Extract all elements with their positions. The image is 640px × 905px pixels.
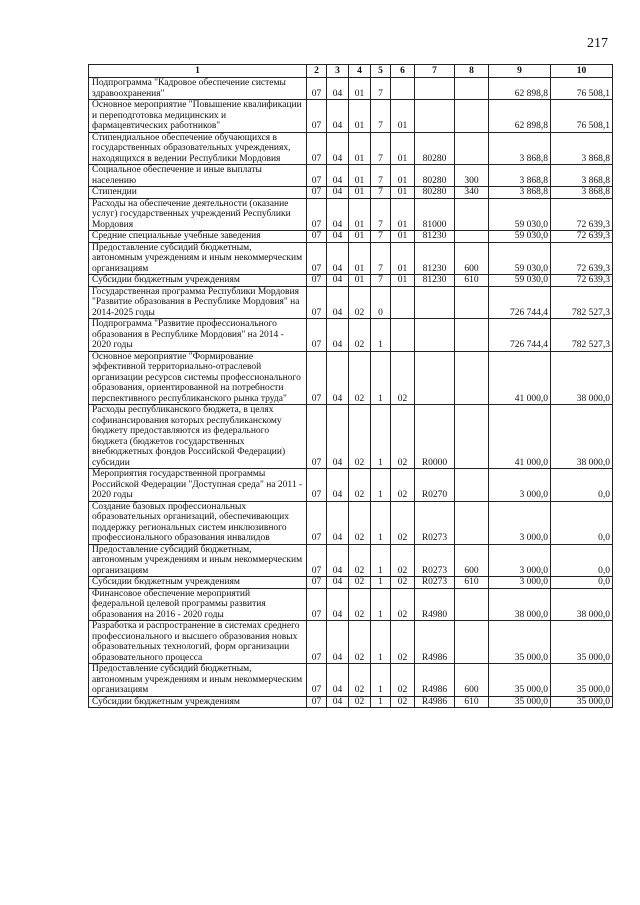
cell-col6: 02: [391, 351, 415, 405]
column-header: 9: [489, 65, 551, 78]
cell-amount-2019: 3 000,0: [489, 501, 551, 544]
cell-col3: 04: [327, 319, 349, 352]
cell-col5: 1: [371, 319, 391, 352]
cell-col6: 01: [391, 165, 415, 187]
row-name-cell: Основное мероприятие "Повышение квалификации и переподготовка медицинских и фармацевтических работников": [89, 100, 307, 133]
cell-amount-2020: 35 000,0: [551, 621, 613, 664]
cell-col3: 04: [327, 544, 349, 577]
cell-col4: 01: [349, 242, 371, 275]
cell-col2: 07: [307, 405, 327, 469]
cell-col6: 02: [391, 664, 415, 697]
cell-col5: 7: [371, 242, 391, 275]
cell-col5: 1: [371, 405, 391, 469]
cell-amount-2020: 38 000,0: [551, 405, 613, 469]
cell-col5: 1: [371, 501, 391, 544]
cell-amount-2020: 35 000,0: [551, 664, 613, 697]
cell-col7: R0270: [415, 469, 455, 502]
cell-col7: 81230: [415, 242, 455, 275]
cell-col4: 02: [349, 664, 371, 697]
cell-col3: 04: [327, 275, 349, 287]
cell-col3: 04: [327, 187, 349, 199]
column-header: 4: [349, 65, 371, 78]
cell-col7: R0273: [415, 544, 455, 577]
cell-col4: 02: [349, 469, 371, 502]
cell-col5: 1: [371, 696, 391, 708]
cell-col7: 81230: [415, 231, 455, 243]
table-row: [89, 588, 613, 621]
cell-amount-2019: 62 898,8: [489, 100, 551, 133]
cell-col3: 04: [327, 664, 349, 697]
cell-col4: 02: [349, 696, 371, 708]
cell-amount-2019: 41 000,0: [489, 405, 551, 469]
cell-col3: 04: [327, 165, 349, 187]
row-name-cell: Создание базовых профессиональных образовательных организаций, обеспечивающих поддержку региональных систем инклюзивного профессионального образования инвалидов: [89, 501, 307, 544]
cell-col6: 02: [391, 544, 415, 577]
cell-col5: 1: [371, 469, 391, 502]
cell-col4: 01: [349, 100, 371, 133]
row-name-cell: Расходы на обеспечение деятельности (оказание услуг) государственных учреждений Республики Мордовия: [89, 198, 307, 231]
table-row: [89, 198, 613, 231]
cell-col2: 07: [307, 242, 327, 275]
cell-col3: 04: [327, 351, 349, 405]
cell-col8: [455, 351, 489, 405]
cell-col2: 07: [307, 544, 327, 577]
cell-col2: 07: [307, 696, 327, 708]
cell-amount-2020: 3 868,8: [551, 187, 613, 199]
cell-amount-2019: 726 744,4: [489, 319, 551, 352]
cell-col3: 04: [327, 198, 349, 231]
table-row: [89, 501, 613, 544]
cell-amount-2020: 38 000,0: [551, 351, 613, 405]
cell-col6: [391, 78, 415, 100]
cell-col6: [391, 319, 415, 352]
cell-amount-2020: 782 527,3: [551, 286, 613, 319]
cell-col6: 01: [391, 187, 415, 199]
cell-col8: [455, 621, 489, 664]
cell-col7: [415, 319, 455, 352]
cell-col2: 07: [307, 664, 327, 697]
cell-col2: 07: [307, 577, 327, 589]
cell-col7: 81230: [415, 275, 455, 287]
budget-table: [88, 64, 613, 708]
cell-col8: [455, 405, 489, 469]
cell-col2: 07: [307, 275, 327, 287]
cell-col5: 1: [371, 544, 391, 577]
cell-col4: 02: [349, 286, 371, 319]
cell-col5: 1: [371, 621, 391, 664]
cell-amount-2019: 35 000,0: [489, 696, 551, 708]
row-name-cell: Предоставление субсидий бюджетным, автономным учреждениям и иным некоммерческим организациям: [89, 664, 307, 697]
cell-col7: R0000: [415, 405, 455, 469]
cell-col5: 1: [371, 577, 391, 589]
cell-col5: 7: [371, 78, 391, 100]
cell-col2: 07: [307, 501, 327, 544]
cell-amount-2019: 35 000,0: [489, 621, 551, 664]
row-name-cell: Стипендии: [89, 187, 307, 199]
row-name-cell: Подпрограмма "Развитие профессионального образования в Республике Мордовия" на 2014 - 2020 годы: [89, 319, 307, 352]
cell-amount-2020: 72 639,3: [551, 231, 613, 243]
cell-col2: 07: [307, 78, 327, 100]
column-header: 10: [551, 65, 613, 78]
cell-amount-2019: 3 000,0: [489, 544, 551, 577]
row-name-cell: Средние специальные учебные заведения: [89, 231, 307, 243]
row-name-cell: Основное мероприятие "Формирование эффективной территориально-отраслевой организации ресурсов системы профессионального образования, ориентированной на потребности перспективного республиканского рынка труда": [89, 351, 307, 405]
cell-col6: 02: [391, 469, 415, 502]
cell-col4: 02: [349, 588, 371, 621]
column-header: 8: [455, 65, 489, 78]
cell-col4: 02: [349, 405, 371, 469]
cell-amount-2020: 3 868,8: [551, 132, 613, 165]
cell-amount-2019: 41 000,0: [489, 351, 551, 405]
cell-col6: 01: [391, 100, 415, 133]
row-name-cell: Социальное обеспечение и иные выплаты населению: [89, 165, 307, 187]
cell-col2: 07: [307, 100, 327, 133]
page-number: 217: [587, 36, 608, 51]
cell-col3: 04: [327, 231, 349, 243]
cell-col7: R4986: [415, 621, 455, 664]
cell-col6: 02: [391, 588, 415, 621]
cell-col5: 7: [371, 198, 391, 231]
cell-amount-2020: 76 508,1: [551, 78, 613, 100]
cell-col8: [455, 501, 489, 544]
cell-col7: R0273: [415, 501, 455, 544]
table-row: [89, 231, 613, 243]
cell-col4: 01: [349, 132, 371, 165]
cell-col5: 0: [371, 286, 391, 319]
table-row: [89, 78, 613, 100]
row-name-cell: Предоставление субсидий бюджетным, автономным учреждениям и иным некоммерческим организациям: [89, 242, 307, 275]
cell-col5: 1: [371, 664, 391, 697]
cell-amount-2019: 3 000,0: [489, 577, 551, 589]
cell-amount-2019: 38 000,0: [489, 588, 551, 621]
cell-col2: 07: [307, 165, 327, 187]
cell-col3: 04: [327, 696, 349, 708]
cell-col5: 7: [371, 231, 391, 243]
cell-amount-2019: 3 868,8: [489, 165, 551, 187]
table-row: [89, 469, 613, 502]
cell-col3: 04: [327, 132, 349, 165]
cell-col6: 01: [391, 231, 415, 243]
cell-col3: 04: [327, 100, 349, 133]
header-row: [89, 65, 613, 78]
column-header: 7: [415, 65, 455, 78]
cell-col7: R4980: [415, 588, 455, 621]
cell-amount-2020: 782 527,3: [551, 319, 613, 352]
cell-col6: [391, 286, 415, 319]
cell-amount-2019: 726 744,4: [489, 286, 551, 319]
cell-col8: 610: [455, 577, 489, 589]
cell-col4: 01: [349, 231, 371, 243]
cell-col4: 01: [349, 275, 371, 287]
cell-col8: [455, 100, 489, 133]
cell-col6: 02: [391, 621, 415, 664]
table-row: [89, 621, 613, 664]
cell-col8: 600: [455, 242, 489, 275]
table-row: [89, 405, 613, 469]
cell-amount-2020: 0,0: [551, 544, 613, 577]
table-row: [89, 100, 613, 133]
cell-col6: 01: [391, 198, 415, 231]
column-header: 2: [307, 65, 327, 78]
cell-col5: 1: [371, 588, 391, 621]
cell-col8: [455, 231, 489, 243]
column-header: 5: [371, 65, 391, 78]
cell-col8: 600: [455, 664, 489, 697]
cell-col8: 340: [455, 187, 489, 199]
cell-col5: 7: [371, 132, 391, 165]
cell-col4: 02: [349, 501, 371, 544]
row-name-cell: Разработка и распространение в системах среднего профессионального и высшего образования новых образовательных технологий, форм организации образовательного процесса: [89, 621, 307, 664]
cell-col3: 04: [327, 501, 349, 544]
cell-col8: [455, 198, 489, 231]
cell-amount-2020: 38 000,0: [551, 588, 613, 621]
cell-col7: 80280: [415, 165, 455, 187]
cell-col7: 80280: [415, 132, 455, 165]
cell-col8: [455, 78, 489, 100]
cell-amount-2020: 76 508,1: [551, 100, 613, 133]
cell-col8: 600: [455, 544, 489, 577]
cell-col2: 07: [307, 198, 327, 231]
cell-col8: [455, 286, 489, 319]
cell-col4: 02: [349, 351, 371, 405]
column-header: 6: [391, 65, 415, 78]
cell-col3: 04: [327, 242, 349, 275]
row-name-cell: Предоставление субсидий бюджетным, автономным учреждениям и иным некоммерческим организациям: [89, 544, 307, 577]
row-name-cell: Расходы республиканского бюджета, в целях софинансирования которых республиканскому бюджету предоставляются из федерального бюджета (бюджетов государственных внебюджетных фондов Российской Федерации) субсидии: [89, 405, 307, 469]
row-name-cell: Финансовое обеспечение мероприятий федеральной целевой программы развития образования на 2016 - 2020 годы: [89, 588, 307, 621]
cell-col2: 07: [307, 319, 327, 352]
cell-col6: 02: [391, 501, 415, 544]
cell-amount-2019: 62 898,8: [489, 78, 551, 100]
cell-amount-2020: 0,0: [551, 469, 613, 502]
cell-col7: R4986: [415, 664, 455, 697]
cell-col4: 01: [349, 198, 371, 231]
cell-col4: 02: [349, 544, 371, 577]
cell-col4: 01: [349, 78, 371, 100]
table-body: [89, 78, 613, 708]
cell-col4: 02: [349, 621, 371, 664]
cell-amount-2020: 35 000,0: [551, 696, 613, 708]
cell-col4: 02: [349, 319, 371, 352]
row-name-cell: Подпрограмма "Кадровое обеспечение системы здравоохранения": [89, 78, 307, 100]
table-row: [89, 696, 613, 708]
cell-col2: 07: [307, 588, 327, 621]
column-header: 1: [89, 65, 307, 78]
cell-col3: 04: [327, 286, 349, 319]
row-name-cell: Мероприятия государственной программы Российской Федерации "Доступная среда" на 2011 - 2020 годы: [89, 469, 307, 502]
cell-col3: 04: [327, 469, 349, 502]
cell-amount-2020: 0,0: [551, 501, 613, 544]
cell-col3: 04: [327, 621, 349, 664]
cell-col7: [415, 286, 455, 319]
cell-col2: 07: [307, 351, 327, 405]
cell-col5: 7: [371, 275, 391, 287]
cell-col7: R4986: [415, 696, 455, 708]
cell-amount-2019: 59 030,0: [489, 198, 551, 231]
table-row: [89, 242, 613, 275]
cell-col8: 610: [455, 696, 489, 708]
cell-col8: 300: [455, 165, 489, 187]
table-row: [89, 351, 613, 405]
table-row: [89, 132, 613, 165]
cell-amount-2020: 0,0: [551, 577, 613, 589]
cell-col7: R0273: [415, 577, 455, 589]
cell-col6: 02: [391, 405, 415, 469]
cell-col2: 07: [307, 469, 327, 502]
cell-amount-2020: 72 639,3: [551, 242, 613, 275]
cell-col5: 1: [371, 351, 391, 405]
table-header: [89, 65, 613, 78]
cell-col6: 01: [391, 242, 415, 275]
cell-col3: 04: [327, 405, 349, 469]
cell-col2: 07: [307, 187, 327, 199]
cell-col8: [455, 132, 489, 165]
column-header: 3: [327, 65, 349, 78]
table-row: [89, 577, 613, 589]
cell-amount-2019: 59 030,0: [489, 275, 551, 287]
cell-col8: [455, 319, 489, 352]
cell-col7: [415, 351, 455, 405]
cell-col7: [415, 100, 455, 133]
cell-amount-2019: 59 030,0: [489, 231, 551, 243]
row-name-cell: Субсидии бюджетным учреждениям: [89, 696, 307, 708]
cell-col6: 01: [391, 275, 415, 287]
cell-col8: 610: [455, 275, 489, 287]
cell-col7: 80280: [415, 187, 455, 199]
cell-col2: 07: [307, 132, 327, 165]
cell-col4: 02: [349, 577, 371, 589]
cell-col3: 04: [327, 78, 349, 100]
cell-col8: [455, 469, 489, 502]
cell-col5: 7: [371, 187, 391, 199]
cell-col8: [455, 588, 489, 621]
cell-col4: 01: [349, 165, 371, 187]
cell-col2: 07: [307, 286, 327, 319]
cell-amount-2019: 3 868,8: [489, 187, 551, 199]
cell-amount-2019: 59 030,0: [489, 242, 551, 275]
cell-col5: 7: [371, 165, 391, 187]
cell-col6: 02: [391, 577, 415, 589]
table-row: [89, 544, 613, 577]
cell-amount-2019: 35 000,0: [489, 664, 551, 697]
cell-col7: 81000: [415, 198, 455, 231]
cell-col5: 7: [371, 100, 391, 133]
cell-col7: [415, 78, 455, 100]
cell-col3: 04: [327, 588, 349, 621]
cell-amount-2019: 3 000,0: [489, 469, 551, 502]
cell-col2: 07: [307, 231, 327, 243]
cell-col6: 01: [391, 132, 415, 165]
cell-amount-2020: 72 639,3: [551, 275, 613, 287]
cell-amount-2020: 72 639,3: [551, 198, 613, 231]
cell-col4: 01: [349, 187, 371, 199]
row-name-cell: Стипендиальное обеспечение обучающихся в государственных образовательных учреждениях, находящихся в ведении Республики Мордовия: [89, 132, 307, 165]
cell-col6: 02: [391, 696, 415, 708]
row-name-cell: Субсидии бюджетным учреждениям: [89, 577, 307, 589]
cell-col2: 07: [307, 621, 327, 664]
cell-amount-2019: 3 868,8: [489, 132, 551, 165]
row-name-cell: Государственная программа Республики Мордовия "Развитие образования в Республике Мордовия" на 2014-2025 годы: [89, 286, 307, 319]
cell-amount-2020: 3 868,8: [551, 165, 613, 187]
table-row: [89, 187, 613, 199]
table-row: [89, 286, 613, 319]
table-row: [89, 275, 613, 287]
table-row: [89, 664, 613, 697]
table-row: [89, 165, 613, 187]
cell-col3: 04: [327, 577, 349, 589]
row-name-cell: Субсидии бюджетным учреждениям: [89, 275, 307, 287]
table-row: [89, 319, 613, 352]
